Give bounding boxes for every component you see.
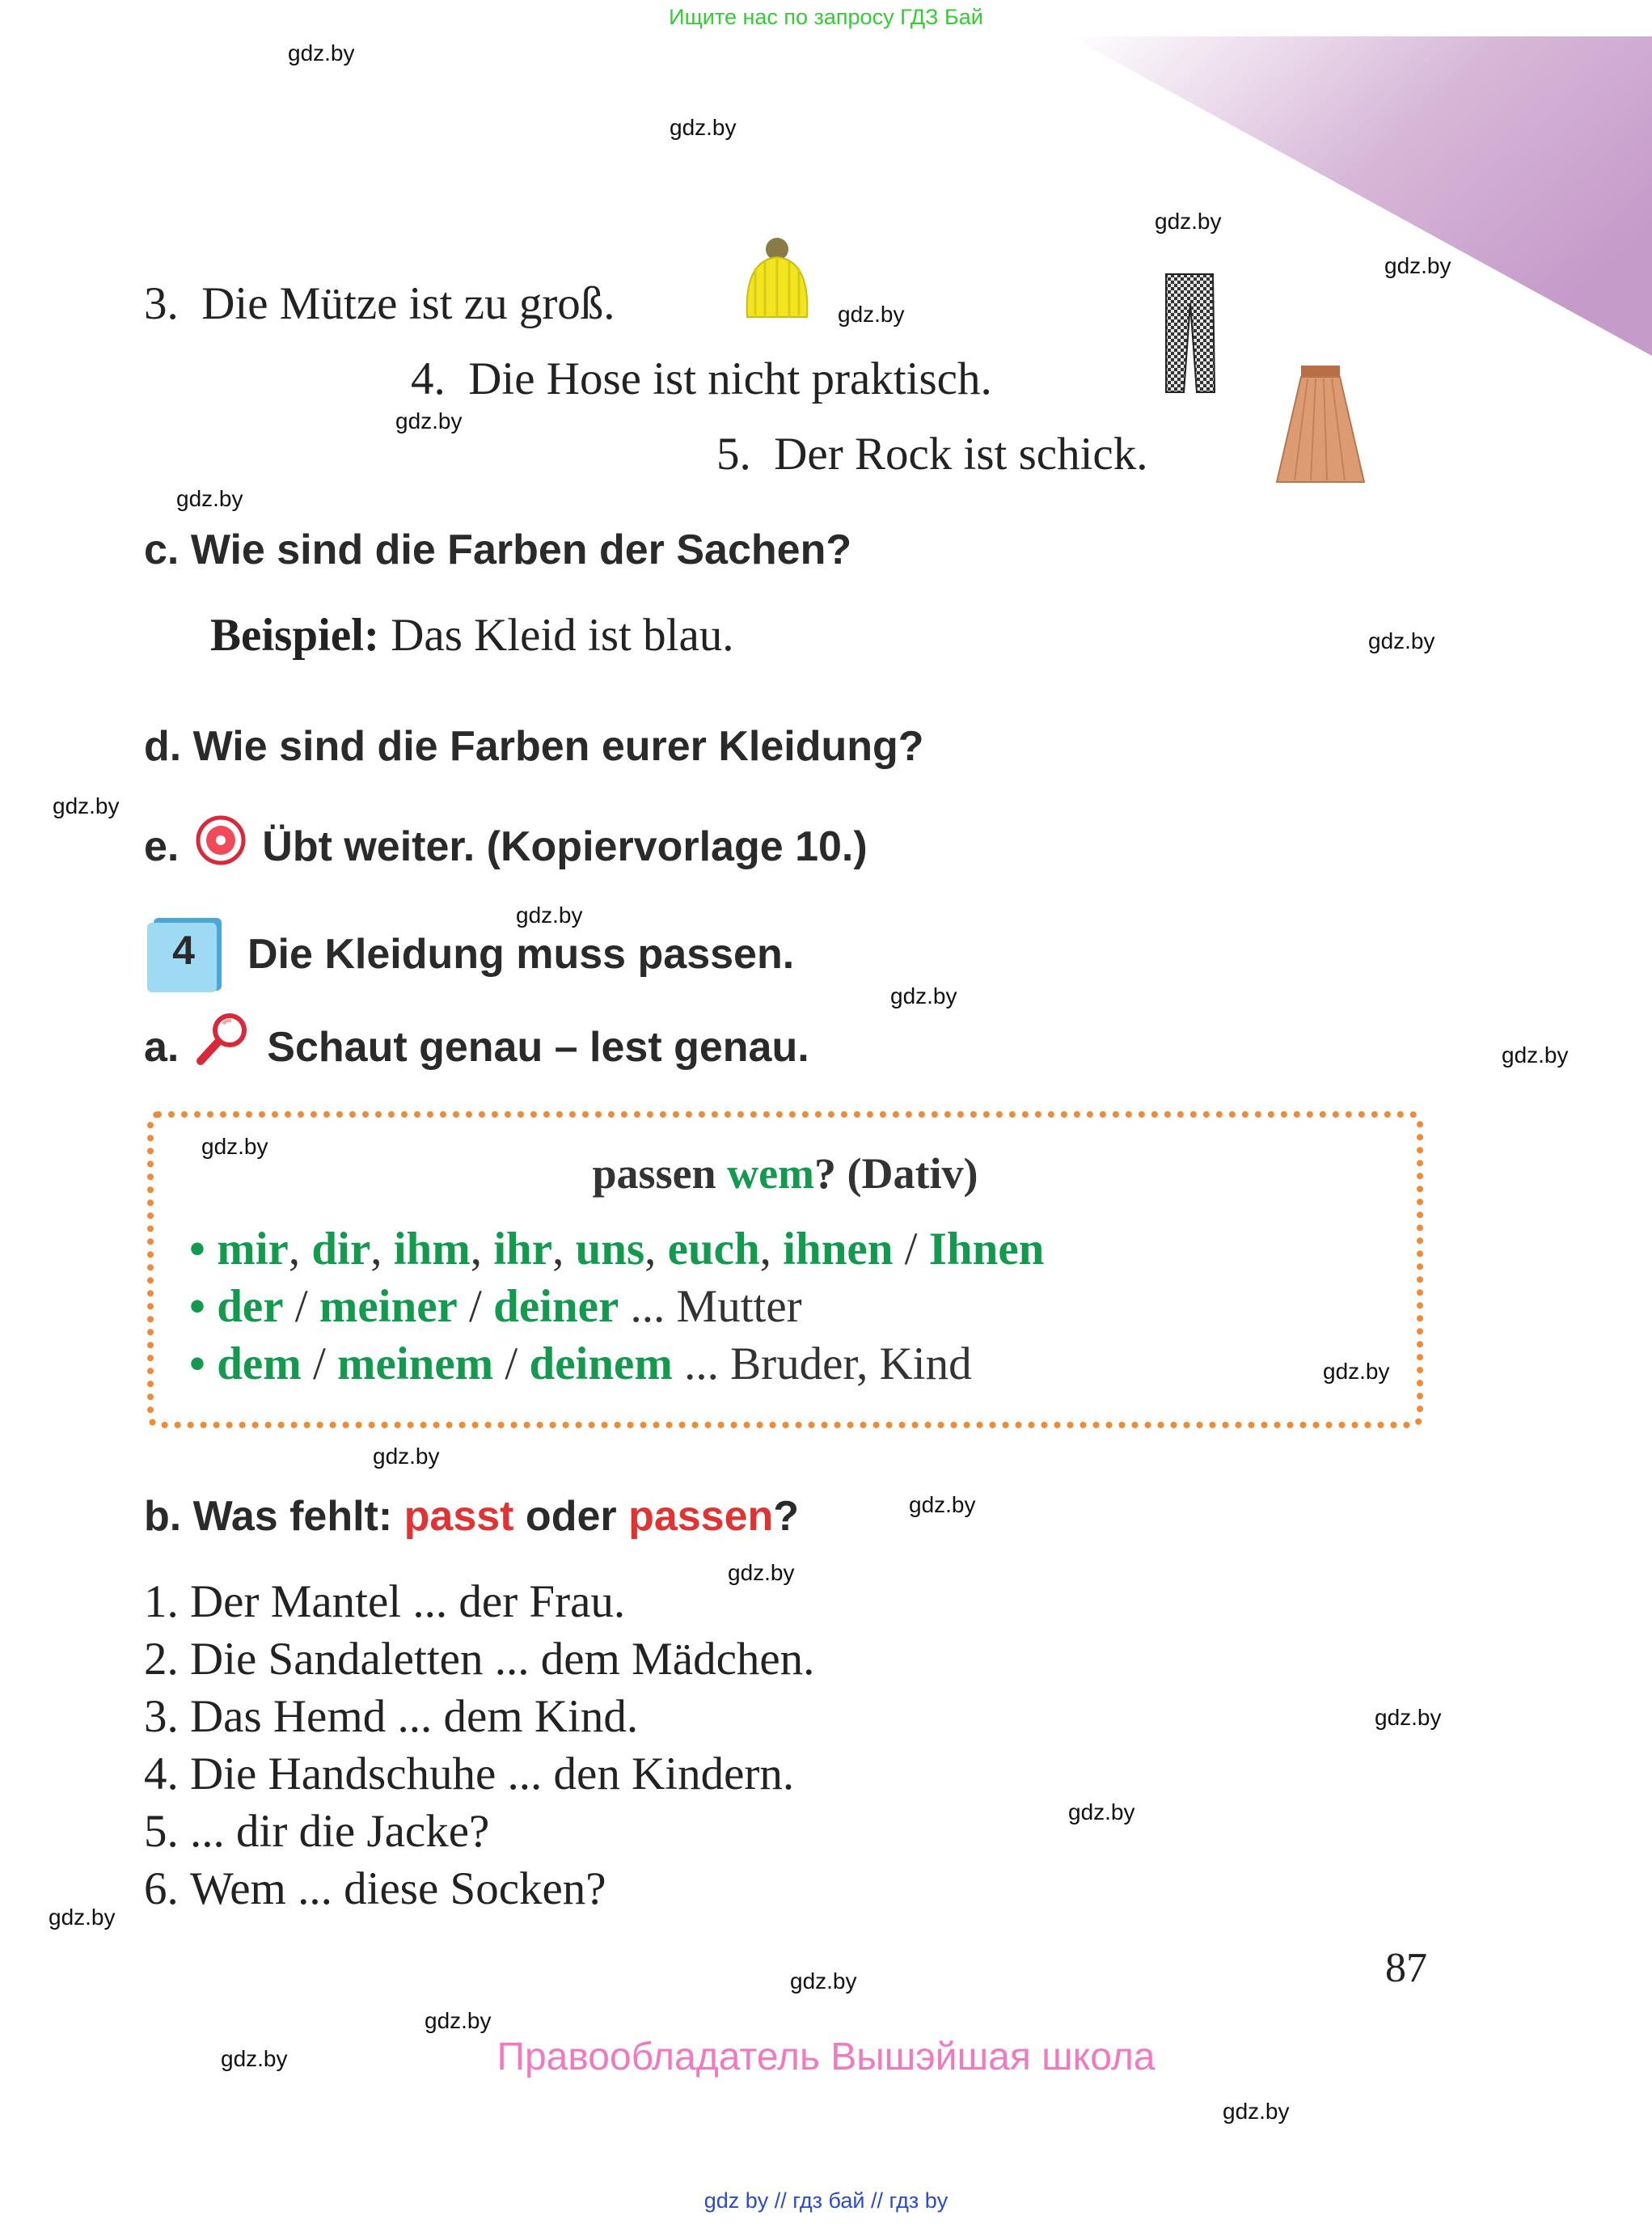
watermark: gdz.by — [221, 2046, 288, 2071]
item-text: Der Mantel ... der Frau. — [190, 1576, 626, 1627]
comma: , — [288, 1224, 312, 1275]
watermark: gdz.by — [516, 903, 583, 928]
comma: , — [759, 1224, 784, 1275]
section-c — [144, 526, 851, 574]
comma: , — [370, 1224, 394, 1275]
watermark: gdz.by — [49, 1905, 116, 1930]
yellow-hat-picture — [741, 236, 813, 323]
item-number: 5. — [144, 1806, 179, 1857]
section-label: e. — [144, 823, 180, 870]
item-5 — [716, 428, 1147, 480]
watermark: gdz.by — [1384, 253, 1451, 278]
pronoun-ihm: ihm — [393, 1224, 471, 1275]
article-deinem: deinem — [529, 1338, 673, 1389]
task-title: Die Kleidung muss passen. — [247, 931, 795, 978]
watermark: gdz.by — [838, 302, 905, 327]
copyright-footer: Правообладатель Вышэйшая школа — [496, 2036, 1156, 2078]
item-text: Die Sandaletten ... dem Mädchen. — [190, 1634, 815, 1685]
watermark: gdz.by — [176, 486, 243, 511]
bullet: • — [189, 1224, 205, 1275]
item-number: 3. — [144, 1691, 179, 1742]
section-label: c. — [144, 526, 180, 573]
section-label: b. — [144, 1493, 182, 1540]
article-deiner: deiner — [493, 1281, 619, 1332]
item-text: Die Hose ist nicht praktisch. — [468, 353, 992, 404]
item-number: 6. — [144, 1863, 179, 1914]
item-number: 5. — [716, 429, 751, 480]
grammar-line-feminine — [189, 1280, 802, 1333]
watermark: gdz.by — [1368, 628, 1435, 653]
section-d — [144, 722, 924, 771]
article-der: der — [217, 1281, 284, 1332]
corner-decoration — [1070, 36, 1652, 356]
item-4 — [411, 353, 992, 405]
section-label: d. — [144, 723, 182, 770]
watermark: gdz.by — [425, 2008, 492, 2033]
watermark: gdz.by — [395, 408, 463, 433]
comma: , — [470, 1224, 494, 1275]
section-e — [144, 815, 868, 871]
slash: / — [457, 1281, 494, 1332]
comma: , — [644, 1224, 668, 1275]
article-dem: dem — [217, 1338, 302, 1389]
slash: / — [893, 1224, 929, 1275]
pronoun-ihr: ihr — [493, 1224, 553, 1275]
section-b — [144, 1492, 799, 1541]
slash: / — [493, 1338, 530, 1389]
watermark: gdz.by — [288, 40, 355, 66]
skirt-picture — [1274, 364, 1367, 485]
bullet: • — [189, 1338, 205, 1389]
page-number: 87 — [1385, 1945, 1427, 1991]
pronoun-mir: mir — [217, 1224, 289, 1275]
comma: , — [552, 1224, 576, 1275]
example-line — [210, 609, 734, 662]
task-number: 4 — [172, 928, 195, 973]
exercise-item — [144, 1748, 794, 1800]
item-text: Der Rock ist schick. — [774, 429, 1148, 480]
example-text: Das Kleid ist blau. — [391, 610, 734, 661]
slash: / — [283, 1281, 319, 1332]
exercise-item — [144, 1862, 606, 1915]
option-passen: passen — [628, 1493, 774, 1540]
watermark: gdz.by — [728, 1560, 795, 1585]
section-label: a. — [144, 1024, 180, 1071]
section-text: Wie sind die Farben der Sachen? — [190, 526, 852, 573]
slash: / — [301, 1338, 338, 1389]
item-text: ... dir die Jacke? — [190, 1806, 490, 1857]
disc-icon — [196, 815, 246, 865]
item-number: 4. — [144, 1748, 179, 1799]
watermark: gdz.by — [890, 983, 957, 1008]
watermark: gdz.by — [670, 115, 737, 140]
example-label: Beispiel: — [210, 610, 379, 661]
pronoun-Ihnen: Ihnen — [928, 1224, 1045, 1275]
section-text: Was fehlt: — [192, 1493, 404, 1540]
pronoun-dir: dir — [311, 1224, 371, 1275]
section-text: Schaut genau – lest genau. — [267, 1024, 809, 1071]
grammar-line-pronouns — [189, 1223, 1044, 1275]
item-text: Wem ... diese Socken? — [190, 1863, 606, 1914]
title-pre: passen — [592, 1149, 728, 1198]
bottom-links[interactable]: gdz by // гдз бай // гдз by — [703, 2188, 949, 2213]
section-text-end: ? — [773, 1493, 800, 1540]
exercise-item — [144, 1575, 625, 1628]
pronoun-euch: euch — [667, 1224, 760, 1275]
option-passt: passt — [403, 1493, 514, 1540]
exercise-item — [144, 1805, 489, 1858]
line-rest: ... Bruder, Kind — [672, 1338, 972, 1389]
watermark: gdz.by — [1375, 1705, 1442, 1730]
article-meiner: meiner — [319, 1281, 458, 1332]
watermark: gdz.by — [1068, 1799, 1135, 1824]
item-number: 3. — [144, 278, 179, 329]
watermark: gdz.by — [1502, 1042, 1569, 1068]
exercise-item — [144, 1690, 638, 1743]
watermark: gdz.by — [201, 1134, 268, 1159]
grammar-box-title — [147, 1148, 1423, 1199]
item-text: Die Mütze ist zu groß. — [201, 278, 615, 329]
bullet: • — [189, 1281, 205, 1332]
section-text: Wie sind die Farben eurer Kleidung? — [192, 723, 924, 770]
item-number: 1. — [144, 1576, 179, 1627]
item-text: Das Hemd ... dem Kind. — [190, 1691, 639, 1742]
watermark: gdz.by — [1223, 2099, 1290, 2124]
watermark: gdz.by — [373, 1444, 440, 1469]
section-text-mid: oder — [513, 1493, 629, 1540]
line-rest: ... Mutter — [619, 1281, 802, 1332]
title-post: ? (Dativ) — [814, 1149, 978, 1198]
section-a — [144, 1011, 809, 1072]
exercise-item — [144, 1633, 814, 1685]
pronoun-ihnen: ihnen — [783, 1224, 894, 1275]
item-3 — [144, 277, 615, 330]
article-meinem: meinem — [337, 1338, 494, 1389]
trousers-picture — [1161, 271, 1218, 396]
watermark: gdz.by — [909, 1492, 976, 1517]
watermark: gdz.by — [1323, 1359, 1390, 1384]
grammar-line-masculine — [189, 1338, 972, 1390]
item-number: 4. — [411, 353, 446, 404]
title-wem: wem — [727, 1149, 815, 1198]
watermark: gdz.by — [1155, 209, 1222, 234]
item-number: 2. — [144, 1634, 179, 1685]
section-text: Übt weiter. (Kopiervorlage 10.) — [262, 823, 868, 870]
item-text: Die Handschuhe ... den Kindern. — [190, 1748, 795, 1799]
top-banner[interactable]: Ищите нас по запросу ГДЗ Бай — [669, 5, 983, 29]
watermark: gdz.by — [790, 1968, 857, 1994]
magnifier-icon — [196, 1011, 251, 1066]
pronoun-uns: uns — [575, 1224, 645, 1275]
watermark: gdz.by — [53, 793, 120, 818]
